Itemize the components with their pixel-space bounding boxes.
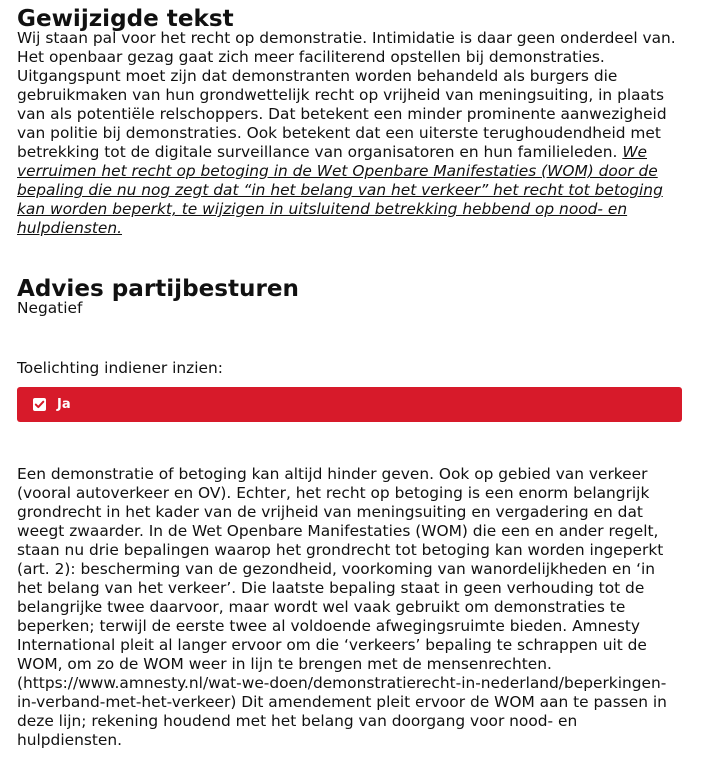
party-advice-value: Negatief: [17, 299, 83, 317]
party-advice-heading: Advies partijbesturen: [17, 276, 299, 302]
amended-text-main: Wij staan pal voor het recht op demonstratie. Intimidatie is daar geen onderdeel van. Het openbaar gezag gaat zich meer faciliterend opstellen bij demonstraties. Uitgangspunt moet zijn dat demonstranten worden behandeld als burgers die gebruikmaken van hun grondwettelijk recht op vrijheid van meningsuiting, in plaats van als potentiële relschoppers. Dat betekent een minder prominente aanwezigheid van politie bij demonstraties. Ook betekent dat een uiterste terughoudendheid met betrekking tot de digitale surveillance van organisatoren en hun familieleden.: [17, 29, 676, 161]
amended-text-emphasis: We verruimen het recht op betoging in de Wet Openbare Manifestaties (WOM) door de bepaling die nu nog zegt dat “in het belang van het verkeer” het recht tot betoging kan worden beperkt, te wijzigen in uitsluitend betrekking hebbend op nood- en hulpdiensten.: [17, 143, 663, 237]
explanation-toggle-checkbox[interactable]: [17, 387, 682, 422]
explanation-toggle-label: Toelichting indiener inzien:: [17, 359, 223, 377]
amended-text-body: [17, 29, 682, 238]
checkmark-icon[interactable]: [33, 398, 46, 411]
explanation-toggle-option: Ja: [57, 397, 71, 412]
explanation-body: Een demonstratie of betoging kan altijd hinder geven. Ook op gebied van verkeer (vooral autoverkeer en OV). Echter, het recht op betoging is een enorm belangrijk grondrecht in het kader van de vrijheid van meningsuiting en vergadering en dat weegt zwaarder. In de Wet Openbare Manifestaties (WOM) die een en ander regelt, staan nu drie bepalingen waarop het grondrecht tot betoging kan worden ingeperkt (art. 2): bescherming van de gezondheid, voorkoming van wanordelijkheden en ‘in het belang van het verkeer’. Die laatste bepaling staat in geen verhouding tot de belangrijke twee daarvoor, maar wordt wel vaak gebruikt om demonstraties te beperken; terwijl de eerste twee al voldoende afwegingsruimte bieden. Amnesty International pleit al langer ervoor om die ‘verkeers’ bepaling te schrappen uit de WOM, om zo de WOM weer in lijn te brengen met de mensenrechten. (https://www.amnesty.nl/wat-we-doen/demonstratierecht-in-nederland/beperkingen-in-verband-met-het-verkeer) Dit amendement pleit ervoor de WOM aan te passen in deze lijn; rekening houdend met het belang van doorgang voor nood- en hulpdiensten.: [17, 465, 667, 749]
amended-text-heading: Gewijzigde tekst: [17, 6, 234, 32]
